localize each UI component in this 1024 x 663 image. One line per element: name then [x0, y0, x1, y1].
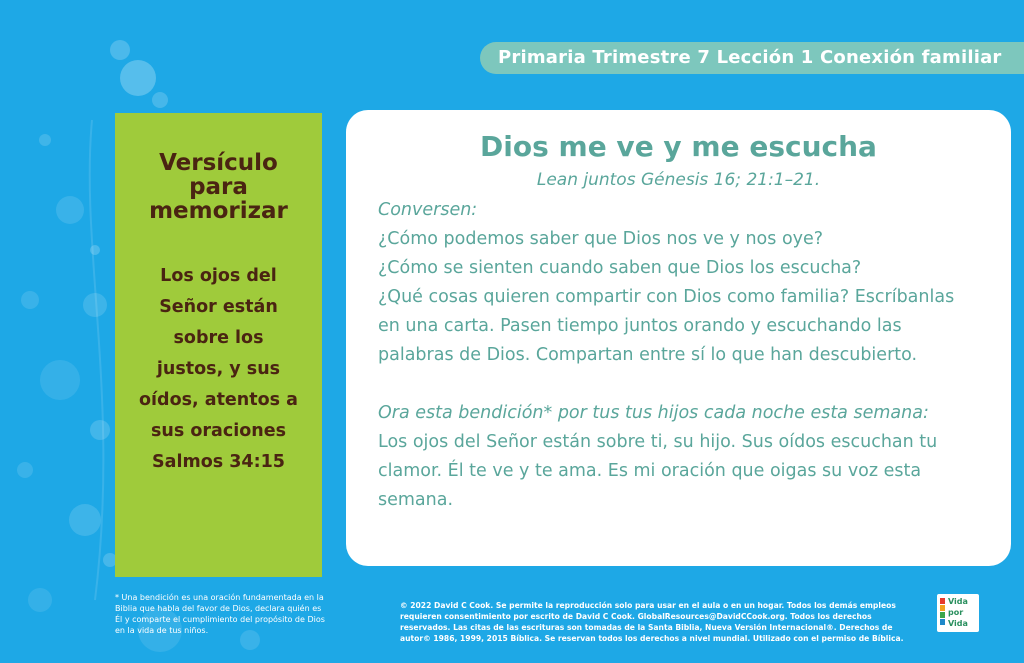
memory-verse-line: sus oraciones [151, 421, 286, 441]
logo-line: Vida [948, 597, 968, 606]
lesson-card [346, 110, 1011, 566]
discussion-question: ¿Qué cosas quieren compartir con Dios como familia? Escríbanlas en una carta. Pasen tiempo juntos orando y escuchando las palabras de Dios. Compartan entre sí lo que han descubierto. [378, 287, 955, 365]
memory-verse-title-line: Versículo [159, 150, 278, 176]
memory-verse-line: Señor están [159, 297, 278, 317]
memory-verse-title-line: para [189, 174, 248, 200]
scripture-reference: Lean juntos Génesis 16; 21:1–21. [536, 170, 821, 190]
header-title: Primaria Trimestre 7 Lección 1 Conexión familiar [480, 42, 1024, 74]
memory-verse-title [115, 151, 322, 223]
memory-verse-line: oídos, atentos a [139, 390, 298, 410]
discussion-question: ¿Cómo se sienten cuando saben que Dios los escucha? [378, 258, 862, 278]
vida-por-vida-logo [937, 594, 979, 632]
memory-verse-reference: Salmos 34:15 [152, 452, 285, 472]
blessing-label: Ora esta bendición* por tus tus hijos cada noche esta semana: [378, 403, 929, 423]
logo-stripe [940, 619, 945, 625]
discuss-label: Conversen: [378, 200, 478, 220]
memory-verse-panel [115, 113, 322, 577]
memory-verse-line: justos, y sus [156, 359, 281, 379]
logo-stripe [940, 605, 945, 611]
memory-verse-text [125, 261, 312, 478]
logo-line: Vida [948, 619, 968, 628]
copyright-notice: © 2022 David C Cook. Se permite la reproducción solo para usar en el aula o en un hogar. Todos los demás empleos requieren consentimiento por escrito de David C Cook. GlobalResources@DavidCCook.org. Todos los derechos reservados. Las citas de las escrituras son tomadas de la Santa Biblia, Nueva Versión Internacional®. Derechos de autor© 1986, 1999, 2015 Bíblica. Se reservan todos los derechos a nivel mundial. Utilizado con el permiso de Bíblica. [400, 601, 904, 643]
logo-line: por [948, 608, 964, 617]
blessing-text: Los ojos del Señor están sobre ti, su hijo. Sus oídos escuchan tu clamor. Él te ve y te ama. Es mi oración que oigas su voz esta semana. [378, 432, 938, 510]
discussion-question: ¿Cómo podemos saber que Dios nos ve y nos oye? [378, 229, 824, 249]
lesson-title: Dios me ve y me escucha [480, 130, 877, 163]
memory-verse-line: Los ojos del [160, 266, 277, 286]
logo-stripe [940, 598, 945, 604]
logo-stripe [940, 612, 945, 618]
lesson-body [378, 196, 978, 515]
logo-text [948, 596, 978, 629]
blessing-footnote: * Una bendición es una oración fundamentada en la Biblia que habla del favor de Dios, declara quién es Él y comparte el cumplimiento del propósito de Dios en la vida de tus niños. [115, 593, 325, 635]
spacer [378, 370, 978, 399]
memory-verse-line: sobre los [173, 328, 264, 348]
memory-verse-title-line: memorizar [149, 198, 288, 224]
